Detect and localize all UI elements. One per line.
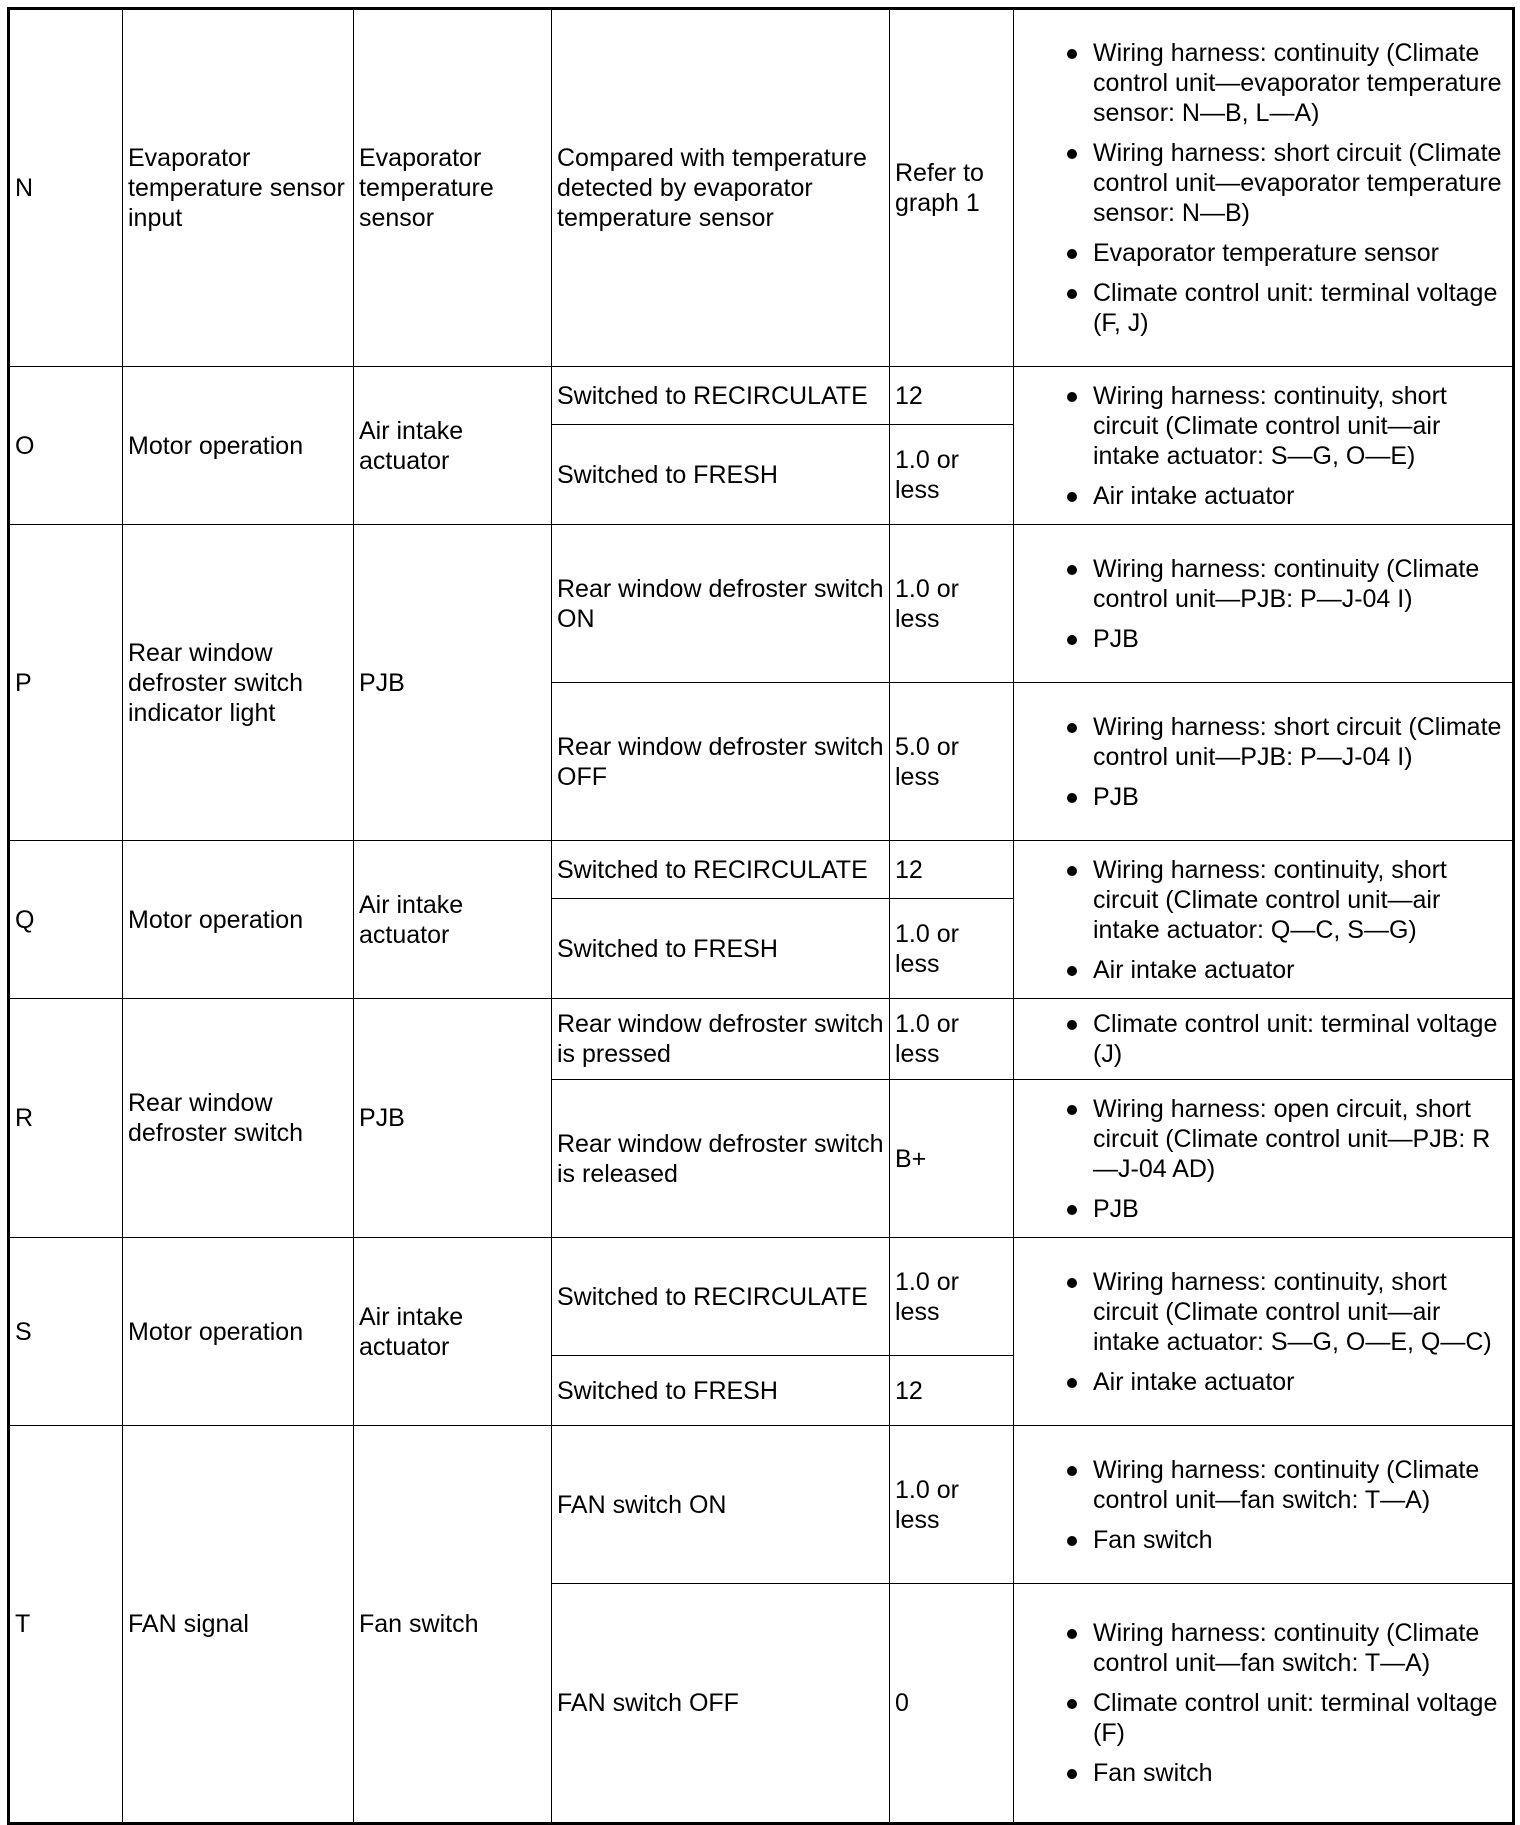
check-item: Wiring harness: continuity, short circuit (Climate control unit—air intake actuator: Q—C, S—G) — [1019, 855, 1507, 945]
diagnostic-spec-table — [7, 7, 1515, 1825]
table-row — [9, 9, 1514, 367]
signal-cell: FAN signal — [123, 1426, 354, 1824]
component-cell: Fan switch — [354, 1426, 552, 1824]
condition-cell: Switched to RECIRCULATE — [552, 1238, 890, 1356]
value-cell: 1.0 or less — [890, 1426, 1014, 1584]
value-cell: 12 — [890, 1356, 1014, 1426]
check-list — [1019, 1267, 1507, 1397]
check-item: Air intake actuator — [1019, 481, 1507, 511]
signal-cell: Motor operation — [123, 367, 354, 525]
check-item: Fan switch — [1019, 1758, 1507, 1788]
value-cell: 1.0 or less — [890, 425, 1014, 525]
check-item: Wiring harness: continuity (Climate control unit—evaporator temperature sensor: N—B, L—A) — [1019, 38, 1507, 128]
signal-cell: Evaporator temperature sensor input — [123, 9, 354, 367]
value-cell: 1.0 or less — [890, 899, 1014, 999]
condition-cell: Switched to RECIRCULATE — [552, 367, 890, 425]
check-item: Wiring harness: continuity, short circuit (Climate control unit—air intake actuator: S—G, O—E, Q—C) — [1019, 1267, 1507, 1357]
component-cell: Evaporator temperature sensor — [354, 9, 552, 367]
check-item: Wiring harness: short circuit (Climate control unit—evaporator temperature sensor: N—B) — [1019, 138, 1507, 228]
check-item: Air intake actuator — [1019, 955, 1507, 985]
terminal-cell: Q — [9, 841, 123, 999]
component-cell: PJB — [354, 999, 552, 1238]
check-cell — [1014, 9, 1514, 367]
table-row — [9, 1426, 1514, 1584]
signal-cell: Motor operation — [123, 841, 354, 999]
signal-cell: Rear window defroster switch indicator light — [123, 525, 354, 841]
value-cell: 12 — [890, 367, 1014, 425]
check-cell — [1014, 367, 1514, 525]
check-item: Fan switch — [1019, 1525, 1507, 1555]
check-list — [1019, 712, 1507, 812]
check-item: Climate control unit: terminal voltage (F) — [1019, 1688, 1507, 1748]
check-item: Wiring harness: continuity (Climate control unit—fan switch: T—A) — [1019, 1455, 1507, 1515]
check-list — [1019, 1009, 1507, 1069]
check-item: Climate control unit: terminal voltage (J) — [1019, 1009, 1507, 1069]
condition-cell: Switched to FRESH — [552, 899, 890, 999]
check-item: Air intake actuator — [1019, 1367, 1507, 1397]
terminal-cell: O — [9, 367, 123, 525]
signal-cell: Motor operation — [123, 1238, 354, 1426]
condition-cell: Rear window defroster switch OFF — [552, 683, 890, 841]
table-row — [9, 1238, 1514, 1356]
spec-table-wrapper — [7, 7, 1515, 1825]
condition-cell: Rear window defroster switch is pressed — [552, 999, 890, 1080]
terminal-cell: N — [9, 9, 123, 367]
value-cell: 0 — [890, 1584, 1014, 1824]
check-item: PJB — [1019, 782, 1507, 812]
check-cell — [1014, 1080, 1514, 1238]
check-cell — [1014, 1584, 1514, 1824]
component-cell: PJB — [354, 525, 552, 841]
condition-cell: FAN switch OFF — [552, 1584, 890, 1824]
table-row — [9, 525, 1514, 683]
value-cell: 1.0 or less — [890, 525, 1014, 683]
component-cell: Air intake actuator — [354, 841, 552, 999]
condition-cell: Compared with temperature detected by evaporator temperature sensor — [552, 9, 890, 367]
value-cell: 1.0 or less — [890, 999, 1014, 1080]
table-row — [9, 367, 1514, 425]
check-item: PJB — [1019, 1194, 1507, 1224]
condition-cell: Rear window defroster switch ON — [552, 525, 890, 683]
value-cell: Refer to graph 1 — [890, 9, 1014, 367]
check-cell — [1014, 1426, 1514, 1584]
check-cell — [1014, 1238, 1514, 1426]
value-cell: 1.0 or less — [890, 1238, 1014, 1356]
terminal-cell: S — [9, 1238, 123, 1426]
value-cell: 12 — [890, 841, 1014, 899]
table-row — [9, 841, 1514, 899]
table-row — [9, 999, 1514, 1080]
condition-cell: Switched to RECIRCULATE — [552, 841, 890, 899]
value-cell: B+ — [890, 1080, 1014, 1238]
check-list — [1019, 1094, 1507, 1224]
terminal-cell: R — [9, 999, 123, 1238]
check-item: PJB — [1019, 624, 1507, 654]
component-cell: Air intake actuator — [354, 367, 552, 525]
component-cell: Air intake actuator — [354, 1238, 552, 1426]
check-item: Wiring harness: continuity, short circuit (Climate control unit—air intake actuator: S—G, O—E) — [1019, 381, 1507, 471]
check-cell — [1014, 683, 1514, 841]
check-item: Wiring harness: continuity (Climate control unit—fan switch: T—A) — [1019, 1618, 1507, 1678]
check-item: Wiring harness: continuity (Climate control unit—PJB: P—J-04 I) — [1019, 554, 1507, 614]
condition-cell: FAN switch ON — [552, 1426, 890, 1584]
condition-cell: Rear window defroster switch is released — [552, 1080, 890, 1238]
check-list — [1019, 1455, 1507, 1555]
check-list — [1019, 554, 1507, 654]
check-cell — [1014, 841, 1514, 999]
check-list — [1019, 1618, 1507, 1788]
check-item: Wiring harness: open circuit, short circuit (Climate control unit—PJB: R—J-04 AD) — [1019, 1094, 1507, 1184]
condition-cell: Switched to FRESH — [552, 1356, 890, 1426]
check-list — [1019, 38, 1507, 338]
value-cell: 5.0 or less — [890, 683, 1014, 841]
check-cell — [1014, 999, 1514, 1080]
check-cell — [1014, 525, 1514, 683]
condition-cell: Switched to FRESH — [552, 425, 890, 525]
check-item: Evaporator temperature sensor — [1019, 238, 1507, 268]
terminal-cell: P — [9, 525, 123, 841]
check-item: Climate control unit: terminal voltage (F, J) — [1019, 278, 1507, 338]
check-item: Wiring harness: short circuit (Climate control unit—PJB: P—J-04 I) — [1019, 712, 1507, 772]
check-list — [1019, 855, 1507, 985]
signal-cell: Rear window defroster switch — [123, 999, 354, 1238]
terminal-cell: T — [9, 1426, 123, 1824]
check-list — [1019, 381, 1507, 511]
